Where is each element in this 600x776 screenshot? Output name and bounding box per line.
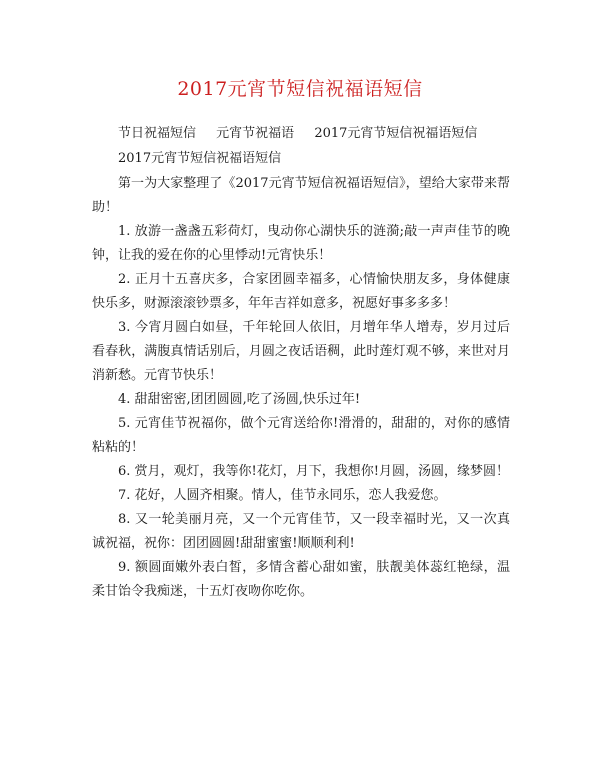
greeting-7: 7. 花好，人圆齐相聚。情人，佳节永同乐，恋人我爱您。 xyxy=(118,488,447,503)
intro-paragraph: 第一为大家整理了《2017元宵节短信祝福语短信》，望给大家带来帮助！ xyxy=(92,176,510,215)
document-title: 2017元宵节短信祝福语短信 xyxy=(177,78,423,100)
greeting-6: 6. 赏月，观灯，我等你!花灯，月下，我想你!月圆，汤圆，缘梦圆！ xyxy=(118,464,509,479)
greeting-3: 3. 今宵月圆白如昼，千年轮回人依旧，月增年华人增寿，岁月过后看春秋，满腹真情话别后，月圆之夜话语稠，此时莲灯观不够，来世对月消新愁。元宵节快乐！ xyxy=(92,320,510,383)
greeting-4: 4. 甜甜密密,团团圆圆,吃了汤圆,快乐过年! xyxy=(118,392,361,407)
subtitle-line: 2017元宵节短信祝福语短信 xyxy=(118,151,282,166)
tag-2017-sms: 2017元宵节短信祝福语短信 xyxy=(314,126,478,141)
tag-lantern-greeting: 元宵节祝福语 xyxy=(216,126,295,141)
tag-line xyxy=(118,125,477,143)
greeting-1: 1. 放游一盏盏五彩荷灯，曳动你心湖快乐的涟漪;敲一声声佳节的晚钟，让我的爱在你的心里悸动!元宵快乐！ xyxy=(92,224,510,263)
greeting-5: 5. 元宵佳节祝福你，做个元宵送给你!滑滑的，甜甜的，对你的感情粘粘的！ xyxy=(92,416,510,455)
greeting-9: 9. 额圆面嫩外表白皙，多情含蓄心甜如蜜，肤靓美体蕊红艳绿，温柔甘饴令我痴迷，十五灯夜吻你吃你。 xyxy=(92,560,510,599)
greeting-8: 8. 又一轮美丽月亮，又一个元宵佳节，又一段幸福时光，又一次真诚祝福，祝你：团团圆圆!甜甜蜜蜜!顺顺利利! xyxy=(92,512,510,551)
tag-holiday-sms: 节日祝福短信 xyxy=(118,126,197,141)
greeting-2: 2. 正月十五喜庆多，合家团圆幸福多，心情愉快朋友多，身体健康快乐多，财源滚滚钞票多，年年吉祥如意多，祝愿好事多多多！ xyxy=(92,272,510,311)
article-body xyxy=(92,172,510,604)
